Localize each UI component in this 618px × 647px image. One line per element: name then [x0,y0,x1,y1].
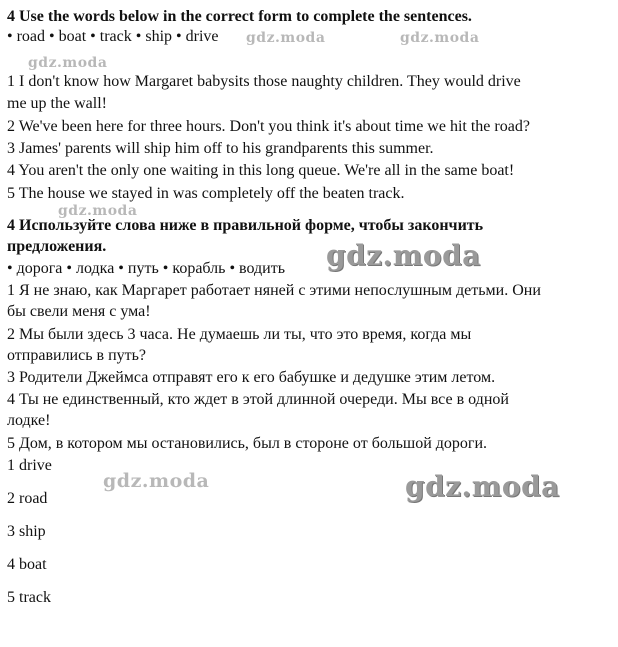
watermark: gdz.moda [246,30,326,46]
answer-2: 2 road [7,490,48,507]
russian-sentence-4a: 4 Ты не единственный, кто ждет в этой длинной очереди. Мы все в одной [7,391,509,408]
english-sentence-1b: me up the wall! [7,95,107,112]
russian-sentence-1b: бы свели меня с ума! [7,303,151,320]
russian-sentence-2b: отправились в путь? [7,347,147,364]
watermark: gdz.moda [326,239,481,272]
russian-sentence-3: 3 Родители Джеймса отправят его к его бабушке и дедушке этим летом. [7,369,496,386]
watermark: gdz.moda [58,203,138,219]
watermark: gdz.moda [103,470,210,492]
english-sentence-3: 3 James' parents will ship him off to his grandparents this summer. [7,140,434,157]
russian-sentence-2a: 2 Мы были здесь 3 часа. Не думаешь ли ты, что это время, когда мы [7,326,472,343]
english-sentence-4: 4 You aren't the only one waiting in this long queue. We're all in the same boat! [7,162,515,179]
english-task-title: 4 Use the words below in the correct form to complete the sentences. [7,8,472,25]
russian-sentence-5: 5 Дом, в котором мы остановились, был в стороне от большой дороги. [7,435,488,452]
watermark: gdz.moda [400,30,480,46]
english-sentence-2: 2 We've been here for three hours. Don't you think it's about time we hit the road? [7,118,530,135]
russian-sentence-1a: 1 Я не знаю, как Маргарет работает няней с этими непослушным детьми. Они [7,282,541,299]
russian-sentence-4b: лодке! [7,412,51,429]
watermark: gdz.moda [28,55,108,71]
russian-task-title-b: предложения. [7,238,107,255]
answer-4: 4 boat [7,556,47,573]
watermark: gdz.moda [405,470,560,503]
english-word-list: • road • boat • track • ship • drive [7,28,219,45]
english-sentence-5: 5 The house we stayed in was completely off the beaten track. [7,185,405,202]
answer-3: 3 ship [7,523,46,540]
russian-task-title-a: 4 Используйте слова ниже в правильной форме, чтобы закончить [7,217,484,234]
answer-5: 5 track [7,589,51,606]
english-sentence-1a: 1 I don't know how Margaret babysits those naughty children. They would drive [7,73,521,90]
answer-1: 1 drive [7,457,52,474]
russian-word-list: • дорога • лодка • путь • корабль • водить [7,260,286,277]
